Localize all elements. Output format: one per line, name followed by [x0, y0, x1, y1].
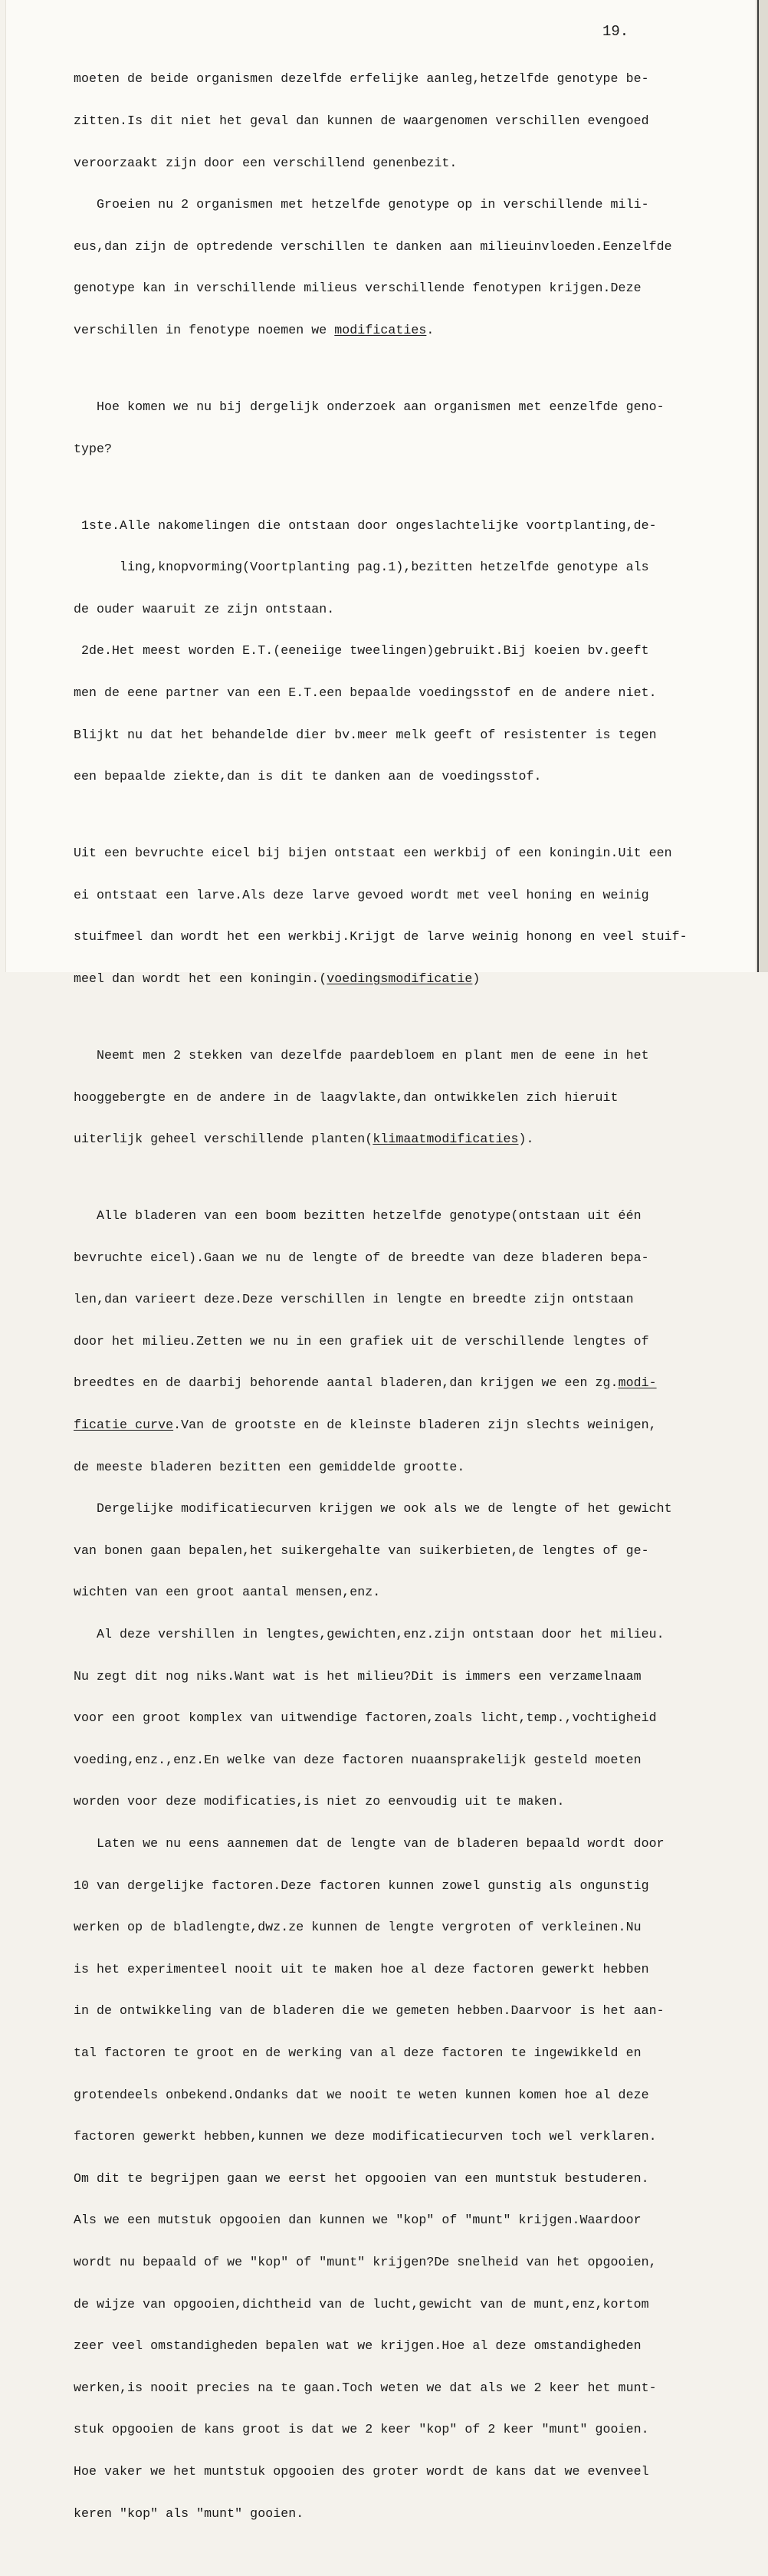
text-line: breedtes en de daarbij behorende aantal bladeren,dan krijgen we een zg.modi-	[74, 1375, 657, 1391]
text-line: Laten we nu eens aannemen dat de lengte van de bladeren bepaald wordt door	[74, 1836, 665, 1851]
text-line: Neemt men 2 stekken van dezelfde paardebloem en plant men de eene in het	[74, 1047, 649, 1063]
text-line: Hoe vaker we het muntstuk opgooien des groter wordt de kans dat we evenveel	[74, 2463, 649, 2479]
term-voedingsmodificatie: voedingsmodificatie	[327, 971, 473, 986]
text-line: grotendeels onbekend.Ondanks dat we nooit te weten kunnen komen hoe al deze	[74, 2087, 649, 2102]
text-line: 2de.Het meest worden E.T.(eeneiige tweelingen)gebruikt.Bij koeien bv.geeft	[74, 643, 649, 659]
text-line: in de ontwikkeling van de bladeren die we gemeten hebben.Daarvoor is het aan-	[74, 2003, 665, 2019]
text-line: genotype kan in verschillende milieus verschillende fenotypen krijgen.Deze	[74, 281, 642, 296]
text-line: Om dit te begrijpen gaan we eerst het opgooien van een muntstuk bestuderen.	[74, 2170, 649, 2186]
text-line: werken,is nooit precies na te gaan.Toch weten we dat als we 2 keer het munt-	[74, 2380, 657, 2395]
text-line: Nu zegt dit nog niks.Want wat is het milieu?Dit is immers een verzamelnaam	[74, 1668, 642, 1684]
text-line: Alle bladeren van een boom bezitten hetzelfde genotype(ontstaan uit één	[74, 1208, 642, 1224]
text-line: veroorzaakt zijn door een verschillend genenbezit.	[74, 155, 458, 170]
term-modificaties: modificaties	[334, 322, 427, 337]
text-line: 1ste.Alle nakomelingen die ontstaan door ongeslachtelijke voortplanting,de-	[74, 518, 657, 533]
text-line: wordt nu bepaald of we "kop" of "munt" krijgen?De snelheid van het opgooien,	[74, 2254, 657, 2269]
page-number: 19.	[602, 23, 629, 40]
text-line: wichten van een groot aantal mensen,enz.	[74, 1585, 381, 1600]
typewritten-body	[74, 44, 748, 2576]
text-line: is het experimenteel nooit uit te maken hoe al deze factoren gewerkt hebben	[74, 1961, 649, 1976]
text-line: keren "kop" als "munt" gooien.	[74, 2505, 304, 2521]
text-line: eus,dan zijn de optredende verschillen te danken aan milieuinvloeden.Eenzelfde	[74, 238, 672, 254]
text-line: men de eene partner van een E.T.een bepaalde voedingsstof en de andere niet.	[74, 685, 657, 700]
text-line: uiterlijk geheel verschillende planten(klimaatmodificaties).	[74, 1132, 534, 1147]
text-line: werken op de bladlengte,dwz.ze kunnen de lengte vergroten of verkleinen.Nu	[74, 1920, 642, 1935]
text-line: bevruchte eicel).Gaan we nu de lengte of de breedte van deze bladeren bepa-	[74, 1250, 649, 1265]
text-line: de meeste bladeren bezitten een gemiddelde grootte.	[74, 1459, 465, 1474]
text-line: type?	[74, 441, 113, 456]
text-line: stuk opgooien de kans groot is dat we 2 keer "kop" of 2 keer "munt" gooien.	[74, 2422, 649, 2437]
text-line: ling,knopvorming(Voortplanting pag.1),bezitten hetzelfde genotype als	[74, 560, 649, 575]
text-line: moeten de beide organismen dezelfde erfelijke aanleg,hetzelfde genotype be-	[74, 71, 649, 87]
term-ficatie-curve: ficatie curve	[74, 1418, 174, 1433]
text-line: door het milieu.Zetten we nu in een grafiek uit de verschillende lengtes of	[74, 1333, 649, 1349]
text-line: de ouder waaruit ze zijn ontstaan.	[74, 601, 335, 616]
text-line: Dergelijke modificatiecurven krijgen we ook als we de lengte of het gewicht	[74, 1501, 672, 1516]
text-line: ei ontstaat een larve.Als deze larve gevoed wordt met veel honing en weinig	[74, 887, 649, 902]
text-line: Hoe komen we nu bij dergelijk onderzoek aan organismen met eenzelfde geno-	[74, 399, 665, 414]
text-line: zitten.Is dit niet het geval dan kunnen de waargenomen verschillen evengoed	[74, 113, 649, 128]
text-line: factoren gewerkt hebben,kunnen we deze modificatiecurven toch wel verklaren.	[74, 2129, 657, 2144]
text-line: Uit een bevruchte eicel bij bijen ontstaat een werkbij of een koningin.Uit een	[74, 846, 672, 861]
term-modi: modi-	[618, 1375, 657, 1391]
text-line: ficatie curve.Van de grootste en de kleinste bladeren zijn slechts weinigen,	[74, 1418, 657, 1433]
text-line: meel dan wordt het een koningin.(voedingsmodificatie)	[74, 971, 481, 986]
text-line: een bepaalde ziekte,dan is dit te danken aan de voedingsstof.	[74, 769, 542, 784]
text-line: 10 van dergelijke factoren.Deze factoren kunnen zowel gunstig als ongunstig	[74, 1878, 649, 1893]
page-edge	[757, 0, 768, 972]
text-line: stuifmeel dan wordt het een werkbij.Krijgt de larve weinig honong en veel stuif-	[74, 929, 688, 945]
text-line: van bonen gaan bepalen,het suikergehalte van suikerbieten,de lengtes of ge-	[74, 1543, 649, 1558]
term-klimaatmodificaties: klimaatmodificaties	[373, 1132, 519, 1147]
text-line: Groeien nu 2 organismen met hetzelfde genotype op in verschillende mili-	[74, 197, 649, 212]
text-line: voeding,enz.,enz.En welke van deze factoren nuaansprakelijk gesteld moeten	[74, 1752, 642, 1767]
text-line	[74, 2548, 748, 2562]
text-line: tal factoren te groot en de werking van al deze factoren te ingewikkeld en	[74, 2045, 642, 2060]
text-line: verschillen in fenotype noemen we modificaties.	[74, 322, 435, 337]
text-line: Als we een mutstuk opgooien dan kunnen we "kop" of "munt" krijgen.Waardoor	[74, 2213, 642, 2228]
text-line: hooggebergte en de andere in de laagvlakte,dan ontwikkelen zich hieruit	[74, 1089, 619, 1105]
text-line: zeer veel omstandigheden bepalen wat we krijgen.Hoe al deze omstandigheden	[74, 2338, 642, 2354]
text-line: len,dan varieert deze.Deze verschillen in lengte en breedte zijn ontstaan	[74, 1292, 634, 1307]
text-line: voor een groot komplex van uitwendige factoren,zoals licht,temp.,vochtigheid	[74, 1710, 657, 1726]
text-line: de wijze van opgooien,dichtheid van de lucht,gewicht van de munt,enz,kortom	[74, 2296, 649, 2312]
text-line: Al deze vershillen in lengtes,gewichten,enz.zijn ontstaan door het milieu.	[74, 1627, 665, 1642]
text-line: Blijkt nu dat het behandelde dier bv.meer melk geeft of resistenter is tegen	[74, 727, 657, 742]
text-line: worden voor deze modificaties,is niet zo eenvoudig uit te maken.	[74, 1794, 565, 1809]
